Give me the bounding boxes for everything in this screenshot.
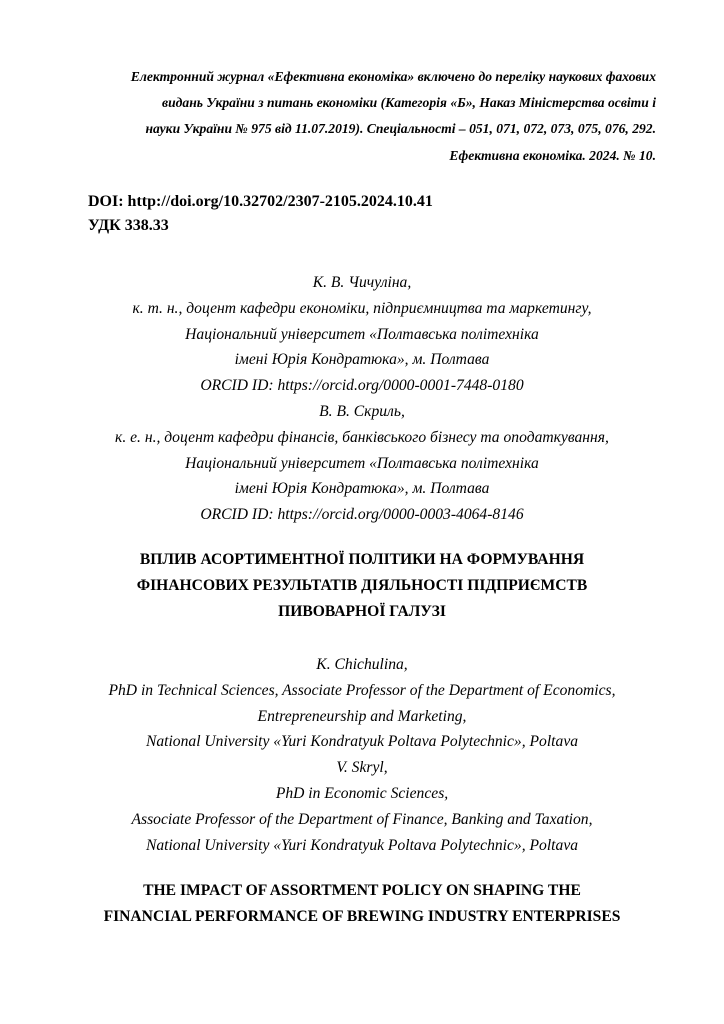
author-position: Entrepreneurship and Marketing,	[257, 707, 467, 725]
identifiers-block	[88, 190, 433, 238]
author-affiliation: Національний університет «Полтавська політехніка	[185, 454, 539, 472]
author-orcid: ORCID ID: https://orcid.org/0000-0003-4064-8146	[200, 506, 524, 524]
doi-line: DOI: http://doi.org/10.32702/2307-2105.2024.10.41	[88, 193, 433, 210]
author-name: K. Chichulina,	[316, 656, 408, 673]
authors-ukrainian	[40, 270, 684, 528]
journal-header-line: видань України з питань економіки (Категорія «Б», Наказ Міністерства освіти і	[162, 95, 656, 111]
journal-header-line: науки України № 975 від 11.07.2019). Спеціальності – 051, 071, 072, 073, 075, 076, 292.	[145, 121, 656, 137]
author-position: к. е. н., доцент кафедри фінансів, банківського бізнесу та оподаткування,	[115, 428, 609, 446]
author-position: Associate Professor of the Department of Finance, Banking and Taxation,	[131, 810, 593, 828]
journal-header-citation: Ефективна економіка. 2024. № 10.	[449, 147, 656, 163]
journal-header	[60, 64, 656, 169]
title-line: ПИВОВАРНОЇ ГАЛУЗІ	[278, 602, 446, 620]
author-name: К. В. Чичуліна,	[312, 274, 412, 291]
author-affiliation: National University «Yuri Kondratyuk Poltava Polytechnic», Poltava	[145, 836, 579, 854]
author-name: V. Skryl,	[336, 759, 388, 777]
authors-english	[40, 652, 684, 858]
author-orcid: ORCID ID: https://orcid.org/0000-0001-7448-0180	[200, 377, 524, 395]
title-line: ФІНАНСОВИХ РЕЗУЛЬТАТІВ ДІЯЛЬНОСТІ ПІДПРИЄМСТВ	[136, 576, 588, 594]
author-position: PhD in Economic Sciences,	[275, 784, 449, 802]
title-ukrainian	[40, 547, 684, 624]
author-affiliation: імені Юрія Кондратюка», м. Полтава	[234, 480, 490, 498]
author-position: к. т. н., доцент кафедри економіки, підприємництва та маркетингу,	[132, 299, 592, 317]
author-affiliation: імені Юрія Кондратюка», м. Полтава	[234, 351, 490, 369]
title-line: FINANCIAL PERFORMANCE OF BREWING INDUSTRY ENTERPRISES	[103, 907, 621, 925]
title-line: THE IMPACT OF ASSORTMENT POLICY ON SHAPING THE	[143, 882, 581, 899]
author-position: PhD in Technical Sciences, Associate Professor of the Department of Economics,	[108, 681, 616, 699]
author-affiliation: National University «Yuri Kondratyuk Poltava Polytechnic», Poltava	[145, 733, 579, 751]
journal-header-line: Електронний журнал «Ефективна економіка» включено до переліку наукових фахових	[130, 69, 656, 84]
udk-line: УДК 338.33	[88, 217, 169, 234]
title-english	[40, 878, 684, 930]
title-line: ВПЛИВ АСОРТИМЕНТНОЇ ПОЛІТИКИ НА ФОРМУВАННЯ	[139, 551, 585, 568]
author-name: В. В. Скриль,	[319, 402, 405, 420]
author-affiliation: Національний університет «Полтавська політехніка	[185, 325, 539, 343]
